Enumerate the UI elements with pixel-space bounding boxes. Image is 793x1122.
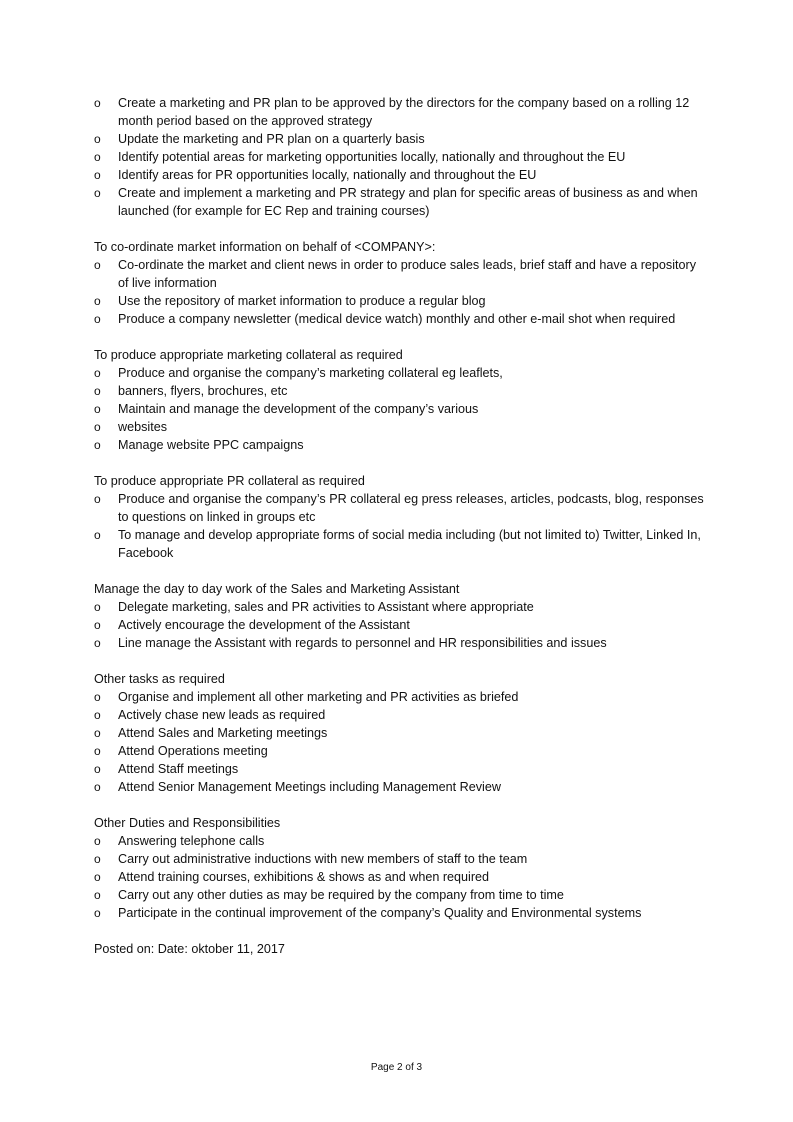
bullet-icon: o — [94, 384, 101, 398]
list-item — [94, 832, 704, 850]
section-heading: To produce appropriate PR collateral as required — [94, 474, 365, 488]
list-item — [94, 778, 704, 796]
list-item-text: Delegate marketing, sales and PR activities to Assistant where appropriate — [118, 600, 534, 614]
section-spacer — [94, 652, 704, 670]
list-item — [94, 904, 704, 922]
section-spacer — [94, 454, 704, 472]
list-item — [94, 184, 704, 220]
list-item — [94, 400, 704, 418]
list-item-text: Organise and implement all other marketing and PR activities as briefed — [118, 690, 519, 704]
list-item — [94, 706, 704, 724]
list-item-text: Answering telephone calls — [118, 834, 265, 848]
list-item-text: websites — [118, 420, 167, 434]
list-item — [94, 256, 704, 292]
bullet-icon: o — [94, 906, 101, 920]
list-item-text: Line manage the Assistant with regards to personnel and HR responsibilities and issues — [118, 636, 607, 650]
bullet-list — [94, 688, 704, 796]
list-item — [94, 598, 704, 616]
list-item — [94, 130, 704, 148]
bullet-icon: o — [94, 438, 101, 452]
bullet-icon: o — [94, 780, 101, 794]
section — [94, 346, 704, 472]
list-item — [94, 616, 704, 634]
bullet-icon: o — [94, 528, 101, 542]
section-heading: Other Duties and Responsibilities — [94, 816, 281, 830]
list-item-text: Produce a company newsletter (medical device watch) monthly and other e-mail shot when required — [118, 312, 676, 326]
section-heading: To produce appropriate marketing collateral as required — [94, 348, 403, 362]
bullet-list — [94, 94, 704, 220]
list-item-text: Attend Senior Management Meetings including Management Review — [118, 780, 501, 794]
section — [94, 472, 704, 580]
list-item — [94, 436, 704, 454]
list-item-text: Attend Operations meeting — [118, 744, 268, 758]
bullet-icon: o — [94, 294, 101, 308]
list-item — [94, 688, 704, 706]
section-spacer — [94, 562, 704, 580]
list-item-text: Maintain and manage the development of the company’s various — [118, 402, 479, 416]
section — [94, 238, 704, 346]
bullet-icon: o — [94, 852, 101, 866]
list-item-text: Attend Sales and Marketing meetings — [118, 726, 328, 740]
bullet-list — [94, 832, 704, 922]
section — [94, 670, 704, 814]
posted-on-date: Posted on: Date: oktober 11, 2017 — [94, 942, 285, 956]
list-item — [94, 382, 704, 400]
section-spacer — [94, 328, 704, 346]
bullet-icon: o — [94, 888, 101, 902]
list-item-text: Actively encourage the development of the Assistant — [118, 618, 410, 632]
bullet-icon: o — [94, 690, 101, 704]
list-item-text: Identify potential areas for marketing opportunities locally, nationally and throughout the EU — [118, 150, 626, 164]
list-item-text: Attend Staff meetings — [118, 762, 239, 776]
bullet-icon: o — [94, 618, 101, 632]
list-item — [94, 490, 704, 526]
list-item-text: Carry out any other duties as may be required by the company from time to time — [118, 888, 564, 902]
list-item-text: banners, flyers, brochures, etc — [118, 384, 288, 398]
list-item-text: Participate in the continual improvement of the company’s Quality and Environmental systems — [118, 906, 642, 920]
list-item-text: Co-ordinate the market and client news in order to produce sales leads, brief staff and have a repository of live information — [118, 258, 697, 290]
section-heading: To co-ordinate market information on behalf of <COMPANY>: — [94, 240, 436, 254]
section-spacer — [94, 220, 704, 238]
list-item — [94, 742, 704, 760]
bullet-icon: o — [94, 762, 101, 776]
section-heading: Manage the day to day work of the Sales and Marketing Assistant — [94, 582, 460, 596]
list-item-text: Manage website PPC campaigns — [118, 438, 304, 452]
section — [94, 580, 704, 670]
list-item — [94, 94, 704, 130]
list-item-text: Create and implement a marketing and PR strategy and plan for specific areas of business as and when launched (for example for EC Rep and training courses) — [118, 186, 698, 218]
list-item — [94, 850, 704, 868]
list-item-text: Create a marketing and PR plan to be approved by the directors for the company based on a rolling 12 month period based on the approved strategy — [118, 96, 690, 128]
bullet-icon: o — [94, 726, 101, 740]
list-item — [94, 310, 704, 328]
list-item — [94, 868, 704, 886]
list-item-text: Produce and organise the company’s PR collateral eg press releases, articles, podcasts, blog, responses to questions on linked in groups etc — [118, 492, 704, 524]
bullet-icon: o — [94, 312, 101, 326]
section-heading: Other tasks as required — [94, 672, 225, 686]
section-spacer — [94, 796, 704, 814]
bullet-icon: o — [94, 96, 101, 110]
document-body — [94, 94, 704, 940]
document-page — [94, 94, 704, 958]
bullet-icon: o — [94, 402, 101, 416]
bullet-list — [94, 256, 704, 328]
bullet-icon: o — [94, 870, 101, 884]
bullet-icon: o — [94, 150, 101, 164]
list-item-text: Use the repository of market information to produce a regular blog — [118, 294, 486, 308]
list-item — [94, 886, 704, 904]
list-item — [94, 166, 704, 184]
list-item-text: Actively chase new leads as required — [118, 708, 326, 722]
bullet-icon: o — [94, 708, 101, 722]
section-spacer — [94, 922, 704, 940]
bullet-icon: o — [94, 420, 101, 434]
bullet-icon: o — [94, 834, 101, 848]
list-item — [94, 634, 704, 652]
bullet-icon: o — [94, 600, 101, 614]
list-item — [94, 148, 704, 166]
bullet-icon: o — [94, 492, 101, 506]
bullet-icon: o — [94, 186, 101, 200]
list-item — [94, 760, 704, 778]
list-item-text: To manage and develop appropriate forms of social media including (but not limited to) Twitter, Linked In, Facebook — [118, 528, 701, 560]
list-item-text: Produce and organise the company’s marketing collateral eg leaflets, — [118, 366, 503, 380]
list-item — [94, 418, 704, 436]
bullet-list — [94, 490, 704, 562]
bullet-icon: o — [94, 168, 101, 182]
bullet-icon: o — [94, 258, 101, 272]
list-item-text: Update the marketing and PR plan on a quarterly basis — [118, 132, 425, 146]
list-item-text: Carry out administrative inductions with new members of staff to the team — [118, 852, 528, 866]
bullet-icon: o — [94, 132, 101, 146]
bullet-list — [94, 364, 704, 454]
list-item-text: Identify areas for PR opportunities locally, nationally and throughout the EU — [118, 168, 537, 182]
list-item — [94, 364, 704, 382]
section — [94, 94, 704, 238]
section — [94, 814, 704, 940]
bullet-list — [94, 598, 704, 652]
bullet-icon: o — [94, 744, 101, 758]
list-item — [94, 724, 704, 742]
bullet-icon: o — [94, 366, 101, 380]
list-item — [94, 292, 704, 310]
list-item — [94, 526, 704, 562]
bullet-icon: o — [94, 636, 101, 650]
page-footer: Page 2 of 3 — [370, 1062, 423, 1073]
list-item-text: Attend training courses, exhibitions & shows as and when required — [118, 870, 490, 884]
